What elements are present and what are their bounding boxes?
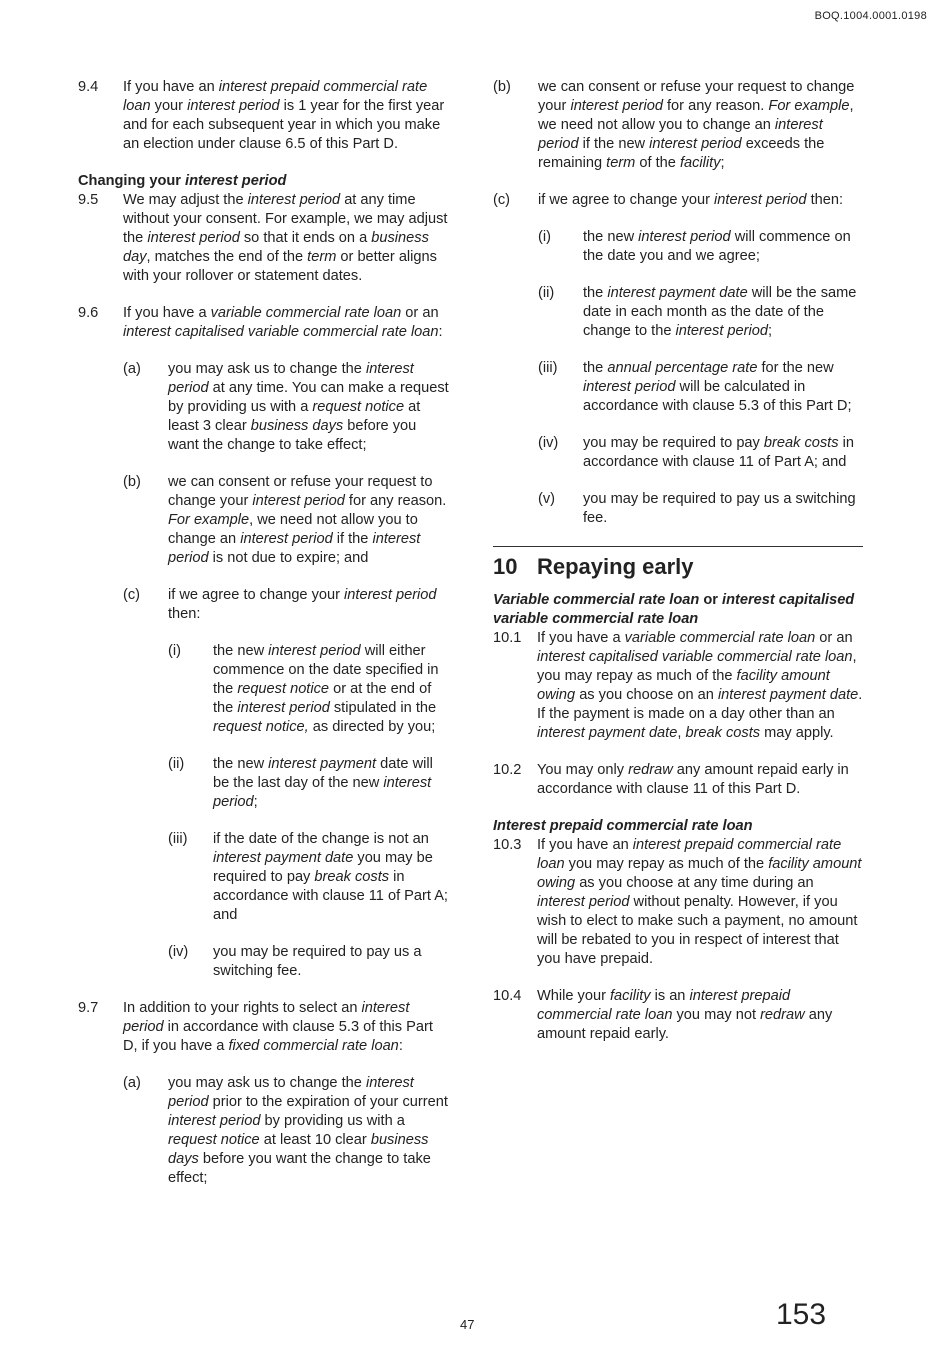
subclause-label: (b): [123, 474, 141, 490]
clause-text: If you have a variable commercial rate loan or an interest capitalised variable commercial rate loan:: [123, 305, 443, 340]
subclause-label: (v): [538, 491, 556, 507]
section-number: 10: [493, 554, 518, 579]
document-reference: BOQ.1004.0001.0198: [814, 10, 927, 22]
subclause-text: the new interest period will either commence on the date specified in the request notice or at the end of the interest period stipulated in the request notice, as directed by you;: [213, 643, 439, 735]
clause-text: In addition to your rights to select an interest period in accordance with clause 5.3 of this Part D, if you have a fixed commercial rate loan:: [123, 1000, 433, 1054]
subclause-label: (iv): [538, 435, 559, 451]
subclause-label: (ii): [538, 285, 555, 301]
subclause-label: (b): [493, 79, 511, 95]
subclause-text: the new interest period will commence on the date you and we agree;: [583, 229, 851, 264]
clause-text: You may only redraw any amount repaid early in accordance with clause 11 of this Part D.: [537, 762, 849, 797]
clause-number: 10.2: [493, 762, 522, 778]
clause-10-4: [493, 987, 863, 1044]
clause-number: 9.7: [78, 1000, 99, 1016]
section-10-heading: [493, 553, 863, 581]
subclause-text: you may ask us to change the interest period at any time. You can make a request by providing us with a request notice at least 3 clear business days before you want the change to take effect;: [168, 361, 449, 453]
subclause-label: (iii): [168, 831, 188, 847]
subclause-text: we can consent or refuse your request to change your interest period for any reason. For example, we need not allow you to change an interest period if the new interest period exceeds the remaining term of the facility;: [538, 79, 855, 171]
subheading-variable-loan: Variable commercial rate loan or interest capitalised variable commercial rate loan: [493, 592, 855, 627]
subclause-label: (iii): [538, 360, 558, 376]
clause-number: 10.1: [493, 630, 522, 646]
clause-9-6-c-iii: [168, 830, 450, 925]
subclause-text: the annual percentage rate for the new interest period will be calculated in accordance with clause 5.3 of this Part D;: [583, 360, 852, 414]
clause-text: If you have an interest prepaid commercial rate loan your interest period is 1 year for the first year and for each subsequent year in which you make an election under clause 6.5 of this Part D.: [123, 79, 445, 152]
subclause-label: (c): [123, 587, 141, 603]
subclause-text: we can consent or refuse your request to change your interest period for any reason. For example, we need not allow you to change an interest period if the interest period is not due to expire; and: [168, 474, 447, 566]
clause-10-2: [493, 761, 863, 799]
clause-9-6-c-iv: [168, 943, 450, 981]
clause-9-7-c-iii: [538, 359, 863, 416]
clause-text: If you have a variable commercial rate loan or an interest capitalised variable commercial rate loan, you may repay as much of the facility amount owing as you choose on an interest payment date. If the payment is made on a day other than an interest payment date, break costs may apply.: [537, 630, 863, 741]
subclause-label: (i): [168, 643, 181, 659]
clause-9-6-c: [123, 586, 450, 624]
subclause-text: the new interest payment date will be the last day of the new interest period;: [213, 756, 433, 810]
subclause-text: if the date of the change is not an interest payment date you may be required to pay break costs in accordance with clause 11 of Part A; and: [213, 831, 448, 923]
clause-9-7-c-v: [538, 490, 863, 528]
subclause-label: (a): [123, 1075, 141, 1091]
clause-text: If you have an interest prepaid commercial rate loan you may repay as much of the facility amount owing as you choose at any time during an interest period without penalty. However, if you wish to elect to make such a payment, no amount will be rebated to you in respect of interest that you have prepaid.: [537, 837, 862, 967]
clause-number: 9.5: [78, 192, 99, 208]
right-column: [493, 78, 863, 1062]
subclause-label: (iv): [168, 944, 189, 960]
subclause-label: (i): [538, 229, 551, 245]
clause-9-6-a: [123, 360, 450, 455]
subclause-text: if we agree to change your interest period then:: [538, 192, 844, 208]
section-divider: [493, 546, 863, 547]
subclause-text: the interest payment date will be the same date in each month as the date of the change to the interest period;: [583, 285, 857, 339]
subclause-text: you may be required to pay break costs in accordance with clause 11 of Part A; and: [583, 435, 854, 470]
clause-9-6-c-ii: [168, 755, 450, 812]
clause-9-7: [78, 999, 450, 1056]
clause-9-5: [78, 191, 450, 286]
subclause-label: (a): [123, 361, 141, 377]
page-number: 47: [460, 1317, 475, 1332]
clause-9-7-c-ii: [538, 284, 863, 341]
section-heading-changing-interest-period: Changing your interest period: [78, 173, 287, 189]
section-title: Repaying early: [537, 554, 694, 579]
clause-text: While your facility is an interest prepaid commercial rate loan you may not redraw any amount repaid early.: [537, 988, 833, 1042]
subclause-text: you may be required to pay us a switching fee.: [213, 944, 422, 979]
subheading-interest-prepaid: Interest prepaid commercial rate loan: [493, 818, 753, 834]
clause-9-6: [78, 304, 450, 342]
clause-number: 10.4: [493, 988, 522, 1004]
subclause-label: (c): [493, 192, 511, 208]
left-column: [78, 78, 450, 1188]
clause-number: 9.6: [78, 305, 99, 321]
clause-10-3: [493, 836, 863, 969]
clause-10-1: [493, 629, 863, 743]
clause-9-4: [78, 78, 450, 154]
subclause-text: you may ask us to change the interest period prior to the expiration of your current interest period by providing us with a request notice at least 10 clear business days before you want the change to take effect;: [168, 1075, 448, 1186]
subclause-text: if we agree to change your interest period then:: [168, 587, 437, 622]
clause-9-6-b: [123, 473, 450, 568]
clause-text: We may adjust the interest period at any time without your consent. For example, we may adjust the interest period so that it ends on a business day, matches the end of the term or better aligns with your rollover or statement dates.: [123, 192, 448, 284]
clause-number: 9.4: [78, 79, 99, 95]
clause-9-7-b: [493, 78, 863, 173]
clause-9-7-c-iv: [538, 434, 863, 472]
subclause-label: (ii): [168, 756, 185, 772]
clause-number: 10.3: [493, 837, 522, 853]
subclause-text: you may be required to pay us a switching fee.: [583, 491, 856, 526]
bundle-page-number: 153: [776, 1298, 827, 1331]
clause-9-7-c-i: [538, 228, 863, 266]
clause-9-6-c-i: [168, 642, 450, 737]
clause-9-7-a: [123, 1074, 450, 1188]
clause-9-7-c: [493, 191, 863, 210]
